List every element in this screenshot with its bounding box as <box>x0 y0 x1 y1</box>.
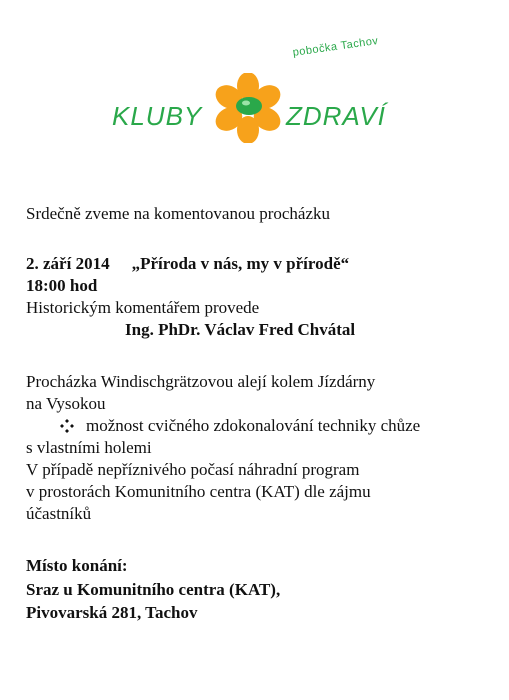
alt-program-line-2: v prostorách Komunitního centra (KAT) dle zájmu <box>26 482 371 501</box>
flower-icon <box>213 73 283 143</box>
event-date: 2. září 2014 <box>26 254 110 273</box>
venue-heading: Místo konání: <box>26 556 128 575</box>
alt-program-line-1: V případě nepříznivého počasí náhradní program <box>26 460 360 479</box>
bullet-line-2: s vlastními holemi <box>26 438 152 457</box>
route-line-2: na Vysokou <box>26 394 106 413</box>
event-title: „Příroda v nás, my v přírodě“ <box>131 254 350 273</box>
event-date-title <box>26 254 349 274</box>
logo <box>100 34 420 155</box>
logo-word-kluby: KLUBY <box>112 101 203 131</box>
bullet-line-1: možnost cvičného zdokonalování techniky chůze <box>86 416 421 435</box>
route-line-1: Procházka Windischgrätzovou alejí kolem Jízdárny <box>26 372 376 391</box>
event-time: 18:00 hod <box>26 276 98 295</box>
venue-line-2: Pivovarská 281, Tachov <box>26 603 198 622</box>
logo-word-zdravi: ZDRAVÍ <box>286 101 386 131</box>
alt-program-line-3: účastníků <box>26 504 92 523</box>
guide-intro: Historickým komentářem provede <box>26 298 260 317</box>
guide-name: Ing. PhDr. Václav Fred Chvátal <box>125 320 356 339</box>
bullet-item <box>60 416 420 436</box>
invitation-text: Srdečně zveme na komentovanou procházku <box>26 204 330 223</box>
four-diamond-bullet-icon <box>60 419 74 433</box>
logo-branch-text: pobočka Tachov <box>292 34 380 59</box>
venue-line-1: Sraz u Komunitního centra (KAT), <box>26 580 281 599</box>
